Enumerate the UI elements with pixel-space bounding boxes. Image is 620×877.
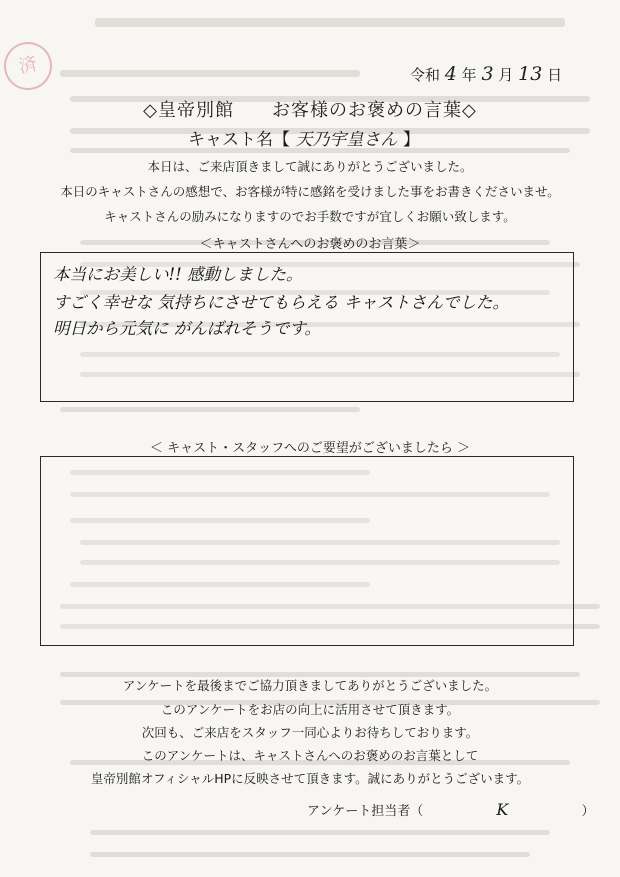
date-era: 令和 [410,66,441,84]
praise-line-1: 本当にお美しい!! 感動しました。 [53,265,303,284]
footer-line-2: このアンケートをお店の向上に活用させて頂きます。 [160,702,460,717]
footer-line-3: 次回も、ご来店をスタッフ一同心よりお待ちしております。 [141,725,479,740]
respondent-label: アンケート担当者（ [307,804,424,819]
date-month-unit: 月 [498,66,514,84]
date-month: 3 [481,63,494,85]
received-stamp: 済 [0,38,56,95]
footer-line-4: このアンケートは、キャストさんへのお褒めのお言葉として [141,748,479,763]
praise-line-3: 明日から元気に がんばれそうです。 [53,319,321,338]
survey-date [410,63,562,85]
date-day: 13 [518,63,543,85]
respondent-name: K [496,800,509,819]
form-title: ◇皇帝別館 お客様のお褒めの言葉◇ [143,100,477,121]
intro-line-1: 本日は、ご来店頂きまして誠にありがとうございました。 [147,159,473,174]
cast-name-field [188,125,420,150]
respondent-close: ） [581,804,595,819]
intro-line-2: 本日のキャストさんの感想で、お客様が特に感銘を受けました事をお書きくださいませ。 [60,184,560,199]
footer-line-1: アンケートを最後までご協力頂きましてありがとうございました。 [122,678,498,693]
request-section-heading: ＜ キャスト・スタッフへのご要望がございましたら ＞ [149,441,470,456]
intro-line-3: キャストさんの励みになりますのでお手数ですが宜しくお願い致します。 [104,209,516,224]
cast-name-close: 】 [402,130,420,150]
cast-name-value: 天乃宇皇さん [295,130,398,150]
praise-section-heading: ＜キャストさんへのお褒めのお言葉＞ [199,237,421,252]
praise-comment-box[interactable] [40,252,574,402]
date-day-unit: 日 [547,66,563,84]
respondent-field [307,800,595,819]
praise-line-2: すごく幸せな 気持ちにさせてもらえる キャストさんでした。 [53,293,509,312]
footer-line-5: 皇帝別館オフィシャルHPに反映させて頂きます。誠にありがとうございます。 [90,771,530,786]
date-year-unit: 年 [461,66,477,84]
cast-name-label: キャスト名【 [188,130,290,150]
date-year: 4 [444,63,457,85]
request-comment-box[interactable] [40,456,574,646]
